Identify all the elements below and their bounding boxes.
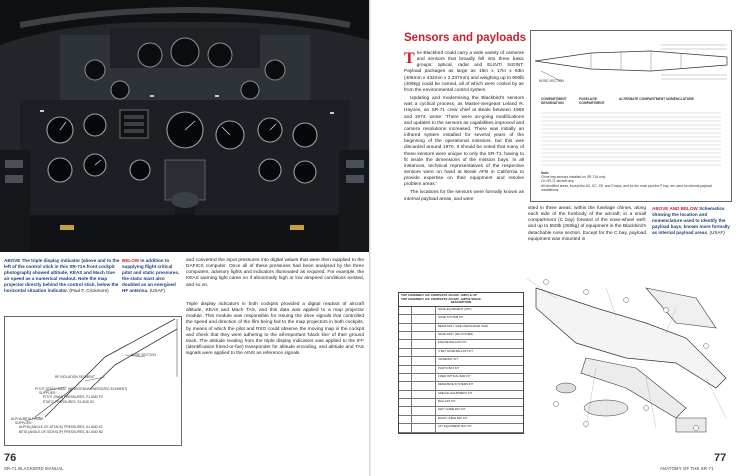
table-row-code	[412, 340, 436, 347]
table-row-thumb	[399, 424, 412, 431]
table-row	[399, 332, 523, 340]
table-row-thumb	[399, 349, 412, 356]
table-row-description: NOSE EQUIPMENT (OPT)	[438, 306, 472, 311]
table-row-code	[412, 416, 436, 423]
label-alpha-beta	[11, 417, 131, 434]
table-header-2: TOP ASSEMBLY A/C COMPLETE A01420 - BIPO2 SPAAF	[401, 296, 482, 301]
table-row	[399, 340, 523, 348]
table-row-thumb	[399, 332, 412, 339]
label-alpha-aoa: ALPHA (ANGLE-OF-ATTACK) PRESSURES, A1 AND A2	[19, 425, 103, 430]
table-row	[399, 424, 523, 432]
table-row	[399, 315, 523, 323]
table-row	[399, 382, 523, 390]
caption-keyword: ABOVE AND BELOW	[652, 206, 698, 211]
label-alpha-supplies: SUPPLIES:	[15, 421, 33, 426]
label-pitot-supplies: SUPPLIES:	[39, 391, 57, 396]
table-row-description: BALLAST KIT	[438, 399, 456, 404]
caption-credit: (USAF)	[149, 288, 165, 294]
schematic-notes	[541, 171, 723, 192]
table-row-thumb	[399, 324, 412, 331]
table-header	[399, 293, 523, 307]
table-row-code	[412, 391, 436, 398]
table-row-thumb	[399, 366, 412, 373]
table-row	[399, 407, 523, 415]
right-body-para2: Updating and modernising the Blackbird's sensors was a cyclical process, as Master-Sergeant Leland R. Haynes, an SR-71 crew chief at Beale between 1969 and 1974, wrote: 'There were on-going modifications and updates to the sensors as capabilities improved and camera resolutions increased. There was initially an infrared system installed for several years of the beginning of the operational missions, but this was discarded around 1970. It should be noted that many of these sensors were unique to only the SR-71, having to fit inside the dimensions of the mission bays. In all instances, technical representatives of the respective sensors were on hand at Beale AFB in California to provide expertise on their equipment and resolve problem areas.'	[404, 96, 524, 188]
cockpit-photo	[0, 0, 369, 252]
label-pitot-static: STATIC PRESSURES, S1 AND S2	[43, 399, 94, 404]
table-row-code	[412, 349, 436, 356]
table-header-1: TOP ASSEMBLY A/C COMPLETE A01426 - BIPO & UP	[401, 293, 477, 297]
label-alpha-beta-pressures: BETA (ANGLE-OF-SIDESLIP) PRESSURES, B1 AND B2	[19, 429, 103, 434]
gutter	[369, 0, 371, 476]
label-rf-isolation: RF ISOLATION SEGMENT	[55, 375, 95, 379]
table-row-description: PHOTO BAY KIT	[438, 365, 460, 370]
table-row-thumb	[399, 416, 412, 423]
body-paragraph-2: Triple display indicators in both cockpits provided a digital readout of aircraft altitude, KEAS and Mach TAS, and this data was applied to a map projector module. This module was responsible for issuing the drive signals that controlled the speed and direction of the film being fed to the map projectors in both cockpits, by means of which the pilot and RSO could observe the moving map in the cockpit and check that they were adhering to the all-important 'black line' of their ground track. The attitude reading from the triple display indicators was applied to the IFF (identification friend-or-foe) transponder for altitude encoding, and altitude and TAS signals were applied to the AINS as reference signals.	[186, 302, 364, 357]
table-row-description: FIXED OPTICAL BAR KIT	[438, 373, 471, 378]
table-row-code	[412, 399, 436, 406]
table-row-description: NOSE ASSY (SR-SYSTEM)	[438, 331, 473, 336]
table-row-code	[412, 424, 436, 431]
note-2: On SR-71 aircraft only.	[541, 179, 575, 184]
col-alternate: ALTERNATE COMPARTMENT NOMENCLATURE	[619, 97, 694, 101]
table-row-code	[412, 332, 436, 339]
page-number-right: 77	[714, 452, 727, 464]
right-body-para3: The locations for the sensors were formally known as internal payload areas, and were	[404, 190, 524, 202]
table-row-thumb	[399, 307, 412, 314]
label-nose-section: NOSE SECTION	[131, 353, 156, 357]
table-row-description: NOSE SYSTEM KIT	[438, 315, 464, 320]
table-row-code	[412, 382, 436, 389]
label-alpha-title: ALPHA-BETA PROBE	[11, 417, 44, 421]
table-row	[399, 357, 523, 365]
table-row-code	[412, 374, 436, 381]
note-1: Chine bay sensors installed on SR-71A only.	[541, 175, 606, 180]
table-row	[399, 349, 523, 357]
caption-above	[4, 258, 120, 295]
table-row-thumb	[399, 374, 412, 381]
table-col-label: DESCRIPTION	[450, 300, 472, 305]
label-pitot-mast	[35, 387, 135, 404]
label-nose-section: NOSE SECTION	[539, 79, 564, 83]
right-body-intro: he Blackbird could carry a wide variety of cameras and sensors that broadly fell into three basic groups: optical, radar and ELINT/ SIGINT. Payload packages as large as 16in x 17in x 93in (406mm x 432mm x 2,337mm) and weighing up to 900lb (409kg) could be carried, all of which were cooled by air from the environmental control system.	[404, 51, 524, 93]
table-row	[399, 374, 523, 382]
label-pitot-ram: PITOT (RAM) PRESSURES, P1 AND P2	[43, 395, 103, 400]
top-assembly-table	[398, 292, 524, 434]
caption-below	[122, 258, 180, 295]
table-row-description: CHINE BAY KIT	[438, 357, 458, 362]
table-row-thumb	[399, 340, 412, 347]
table-row-description: AFT EQUIPMENT BAY KIT	[438, 424, 472, 429]
table-row-code	[412, 357, 436, 364]
table-row	[399, 307, 523, 315]
table-row	[399, 391, 523, 399]
table-row-code	[412, 407, 436, 414]
table-row-code	[412, 315, 436, 322]
table-row-description: BEAM ASSY, SIDE VIEW RADAR (SLR)	[438, 323, 489, 328]
notes-title: Note:	[541, 171, 550, 175]
caption-credit: (USAF)	[709, 230, 725, 236]
table-row-description: RIGHT CHINE BAY KIT	[438, 415, 468, 420]
table-row-description: DEFENSIVE SYSTEMS KIT	[438, 382, 474, 387]
table-row-description: LEFT CHINE BAY KIT	[438, 407, 466, 412]
col-fuselage: FUSELAGE COMPARTMENT	[579, 97, 605, 106]
right-body-col2: sited in three areas: within the fuselage chines, along each side of the forebody of the aircraft; in a small compartment (C bay) forward of the nose-wheel well; and up to 550lb (250kg) of equipment in the Blackbird's detachable nose section. Except for the C bay, payload equipment was mounted in	[528, 206, 646, 242]
table-row-thumb	[399, 382, 412, 389]
table-row-code	[412, 324, 436, 331]
caption-above-below	[652, 206, 734, 236]
table-row	[399, 399, 523, 407]
exploded-aircraft-diagram	[526, 268, 736, 448]
table-row-description: C BAY NOSE BALLAST KIT	[438, 348, 473, 353]
page-footer-left: SR-71 BLACKBIRD MANUAL	[4, 466, 64, 471]
table-row	[399, 366, 523, 374]
right-body-col1	[404, 51, 524, 203]
table-row-thumb	[399, 399, 412, 406]
table-row-thumb	[399, 407, 412, 414]
caption-text: In addition to supplying flight critical pitot and static pressures, the static mast also doubled as an energised HF antenna.	[122, 258, 180, 294]
page-footer-right: ANATOMY OF THE SR-71	[660, 466, 714, 471]
payload-bay-schematic	[530, 30, 732, 202]
section-heading: Sensors and payloads	[404, 32, 527, 44]
caption-keyword: ABOVE	[4, 258, 21, 263]
table-row-description: ENGINE BALLAST KIT	[438, 340, 467, 345]
table-row	[399, 324, 523, 332]
col-compartment: COMPARTMENT DESIGNATION	[541, 97, 567, 106]
table-row-thumb	[399, 315, 412, 322]
body-paragraph-1: and converted the input pressures into digital values that were then supplied to the DAFICS computer. Once all of these pressures had been analysed by the three computers, advisory lights and indicators illuminated as required. For example, the KEAS warning light came on if abnormally high or low airspeed conditions existed, and so on.	[186, 258, 364, 288]
caption-keyword: BELOW	[122, 258, 140, 263]
caption-credit: (Paul F. Crickmore)	[69, 288, 109, 294]
table-row-code	[412, 366, 436, 373]
table-row-code	[412, 307, 436, 314]
table-row-thumb	[399, 357, 412, 364]
dropcap: T	[404, 50, 415, 67]
table-row-description: SPECIAL EQUIPMENT KIT	[438, 390, 473, 395]
table-row-thumb	[399, 391, 412, 398]
caption-text: Schematics showing the location and nomenclature used to identify the payload bays, known more formally as internal payload areas.	[652, 206, 730, 236]
pitot-static-diagram	[4, 316, 182, 446]
page-number-left: 76	[4, 452, 17, 464]
note-3: All identified areas, except the AC, SC, SE, and D bays, and for the most part the P bay, are used for internal payload installations.	[541, 183, 712, 192]
table-rows	[399, 307, 523, 433]
label-pitot-title: PITOT-STATIC MAST (HF ANTENNA ENERGIZED ELEMENT)	[35, 387, 128, 391]
caption-text: The triple display indicator (above and to the left of the control stick in this SR-71A front cockpit photograph) showed altitude, KEAS and Mach true air speed as a numerical readout. Note the map projector directly behind the control stick, below the horizontal situation indicator.	[4, 258, 120, 294]
table-row	[399, 416, 523, 424]
